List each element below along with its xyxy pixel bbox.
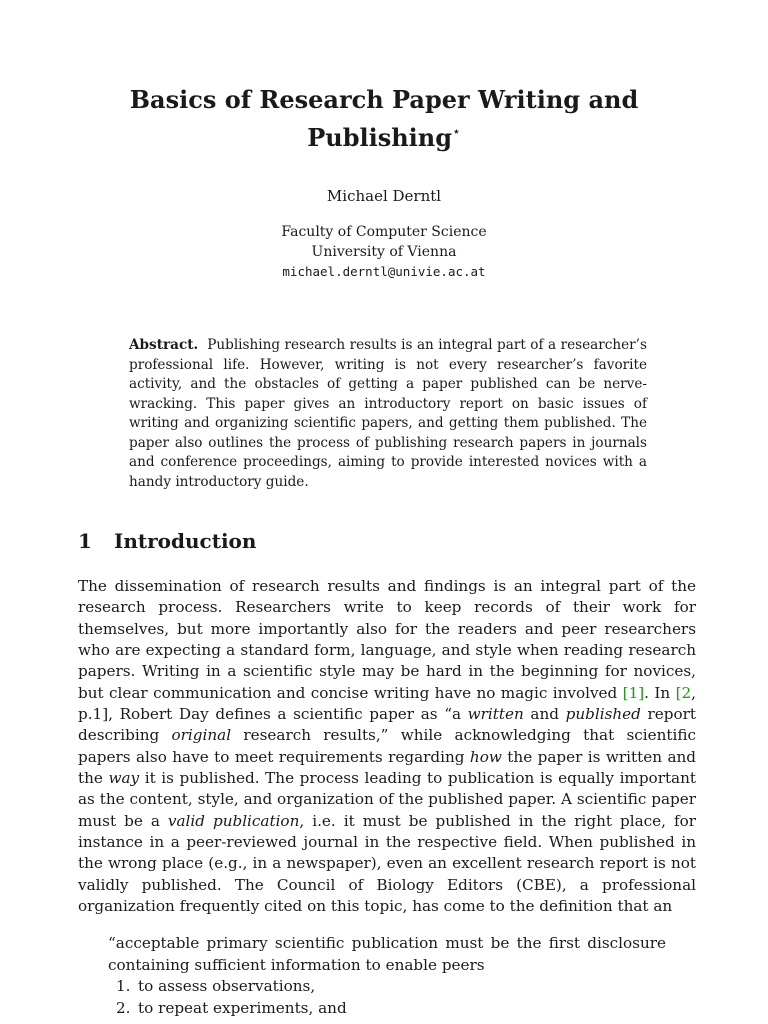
block-quote — [108, 933, 666, 1019]
emphasis: how — [469, 747, 502, 766]
body-text-segment: The dissemination of research results and findings is an integral part of the research process. Researchers write to keep records of their work for themselves, but more importantly also for the readers and peer researchers who are expecting a standard form, language, and style when reading research papers. Writing in a scientific style may be hard in the beginning for novices, but clear communication and concise writing have no magic involved — [78, 577, 696, 702]
list-item — [108, 976, 666, 998]
list-item-number: 1. — [116, 977, 131, 995]
list-item-text: to repeat experiments, and — [138, 998, 347, 1017]
emphasis: written — [467, 705, 524, 724]
section-title: Introduction — [114, 529, 257, 553]
body-text-segment: and — [523, 705, 566, 724]
citation-link[interactable]: [1] — [622, 683, 645, 702]
citation-link[interactable]: [2 — [675, 683, 692, 702]
author-email: michael.derntl@univie.ac.at — [282, 264, 486, 279]
list-item — [108, 998, 666, 1020]
abstract-label: Abstract. — [129, 337, 199, 353]
list-item-text: to assess observations, — [138, 977, 316, 995]
title-footnote-mark: ⋆ — [452, 124, 461, 140]
body-text-segment: , p.1], Robert Day defines a scientific paper as “a — [78, 683, 696, 724]
body-text-segment: . In — [644, 683, 676, 702]
body-text-segment: it is published. The process leading to publication is equally important as the content, style, and organization of the published paper. A scientific paper must be a — [78, 769, 697, 830]
affiliation — [84, 223, 684, 282]
body-text-segment: report describing — [78, 705, 696, 745]
emphasis: valid publication — [167, 811, 300, 830]
abstract — [129, 336, 647, 492]
affiliation-university: University of Vienna — [311, 243, 457, 260]
list-item-number: 2. — [116, 998, 131, 1017]
section-heading — [78, 528, 256, 554]
author-name: Michael Derntl — [326, 187, 442, 205]
intro-paragraph — [78, 576, 696, 918]
paper-title — [84, 84, 684, 154]
quote-list — [108, 976, 666, 1019]
body-text-segment: research results,” while acknowledging that scientific papers also have to meet requirements regarding — [78, 726, 697, 766]
paper-title-text: Basics of Research Paper Writing and Publishing — [129, 85, 639, 152]
emphasis: published — [565, 705, 641, 724]
section-number: 1 — [78, 529, 92, 553]
emphasis: original — [171, 726, 232, 745]
emphasis: way — [108, 769, 140, 788]
abstract-text: Publishing research results is an integral part of a researcher’s professional life. However, writing is not every researcher’s favorite activity, and the obstacles of getting a paper published can be nerve-wracking. This paper gives an introductory report on basic issues of writing and organizing scientific papers, and getting them published. The paper also outlines the process of publishing research papers in journals and conference proceedings, aiming to provide interested novices with a handy introductory guide. — [129, 337, 647, 490]
affiliation-dept: Faculty of Computer Science — [281, 224, 487, 240]
body-text-segment: , i.e. it must be published in the right place, for instance in a peer-reviewed journal in the respective field. When published in the wrong place (e.g., in a newspaper), even an excellent research report is not validly published. The Council of Biology Editors (CBE), a professional organization frequently cited on this topic, has come to the definition that an — [78, 811, 697, 916]
body-text-segment: the paper is written and the — [78, 747, 696, 788]
quote-intro: “acceptable primary scientific publication must be the first disclosure containing sufficient information to enable peers — [108, 934, 666, 974]
